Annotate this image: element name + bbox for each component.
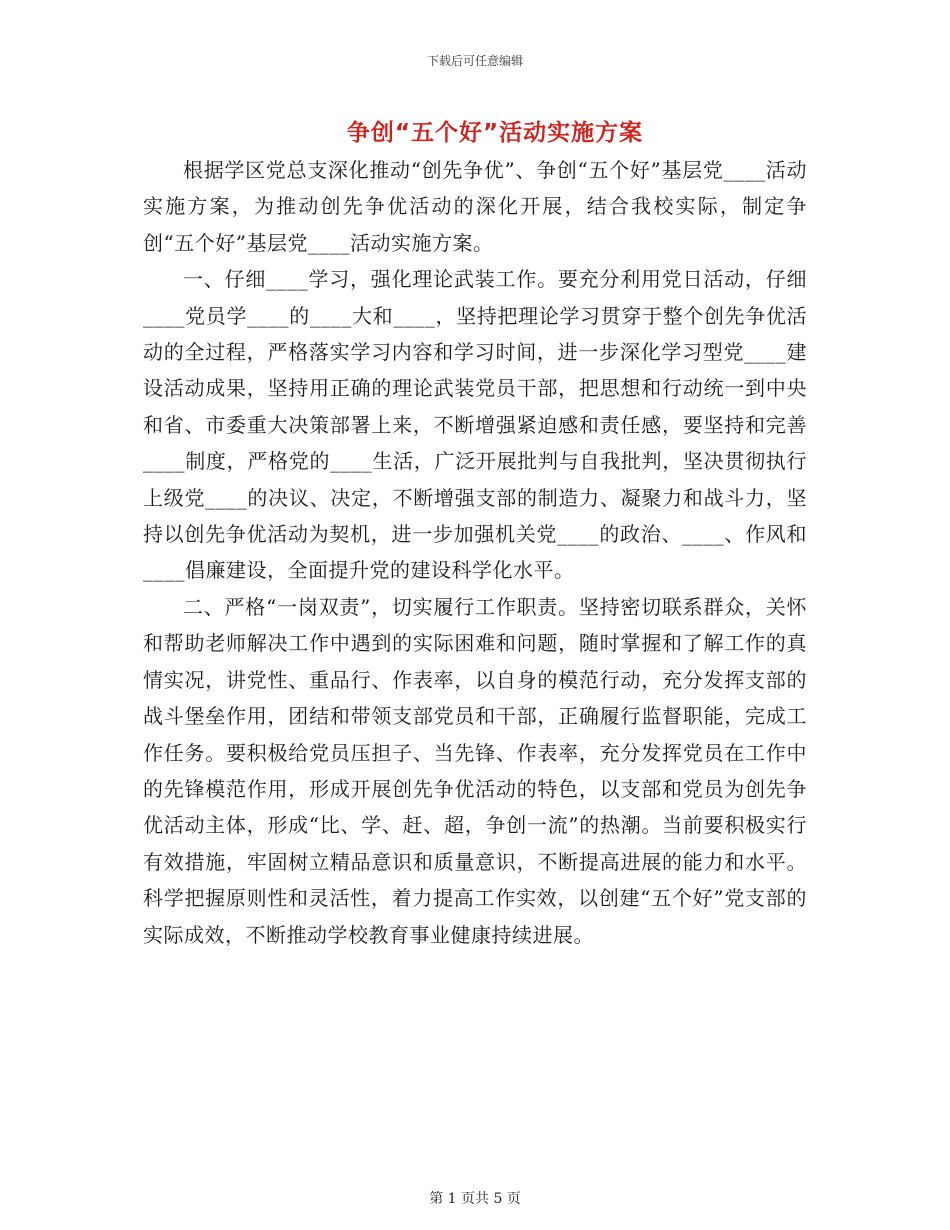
document-title: 争创“五个好”活动实施方案 xyxy=(346,120,644,146)
document-body xyxy=(143,152,807,953)
paragraph-section-2: 二、严格“一岗双责”，切实履行工作职责。坚持密切联系群众，关怀和帮助老师解决工作中遇到的实际困难和问题，随时掌握和了解工作的真情实况，讲党性、重品行、作表率，以自身的模范行动，充分发挥支部的战斗堡垒作用，团结和带领支部党员和干部，正确履行监督职能，完成工作任务。要积极给党员压担子、当先锋、作表率，充分发挥党员在工作中的先锋模范作用，形成开展创先争优活动的特色，以支部和党员为创先争优活动主体，形成“比、学、赶、超，争创一流”的热潮。当前要积极实行有效措施，牢固树立精品意识和质量意识，不断提高进展的能力和水平。科学把握原则性和灵活性，着力提高工作实效，以创建“五个好”党支部的实际成效，不断推动学校教育事业健康持续进展。 xyxy=(143,594,807,947)
paragraph-section-1: 一、仔细____学习，强化理论武装工作。要充分利用党日活动，仔细____党员学____的____大和____，坚持把理论学习贯穿于整个创先争优活动的全过程，严格落实学习内容和学习时间，进一步深化学习型党____建设活动成果，坚持用正确的理论武装党员干部，把思想和行动统一到中央和省、市委重大决策部署上来，不断增强紧迫感和责任感，要坚持和完善____制度，严格党的____生活，广泛开展批判与自我批判，坚决贯彻执行上级党____的决议、决定，不断增强支部的制造力、凝聚力和战斗力，坚持以创先争优活动为契机，进一步加强机关党____的政治、____、作风和____倡廉建设，全面提升党的建设科学化水平。 xyxy=(143,267,807,583)
header-note: 下载后可任意编辑 xyxy=(426,54,523,68)
paragraph-intro: 根据学区党总支深化推动“创先争优”、争创“五个好”基层党____活动实施方案，为推动创先争优活动的深化开展，结合我校实际，制定争创“五个好”基层党____活动实施方案。 xyxy=(143,158,807,255)
page-number: 第 1 页共 5 页 xyxy=(429,1191,521,1207)
